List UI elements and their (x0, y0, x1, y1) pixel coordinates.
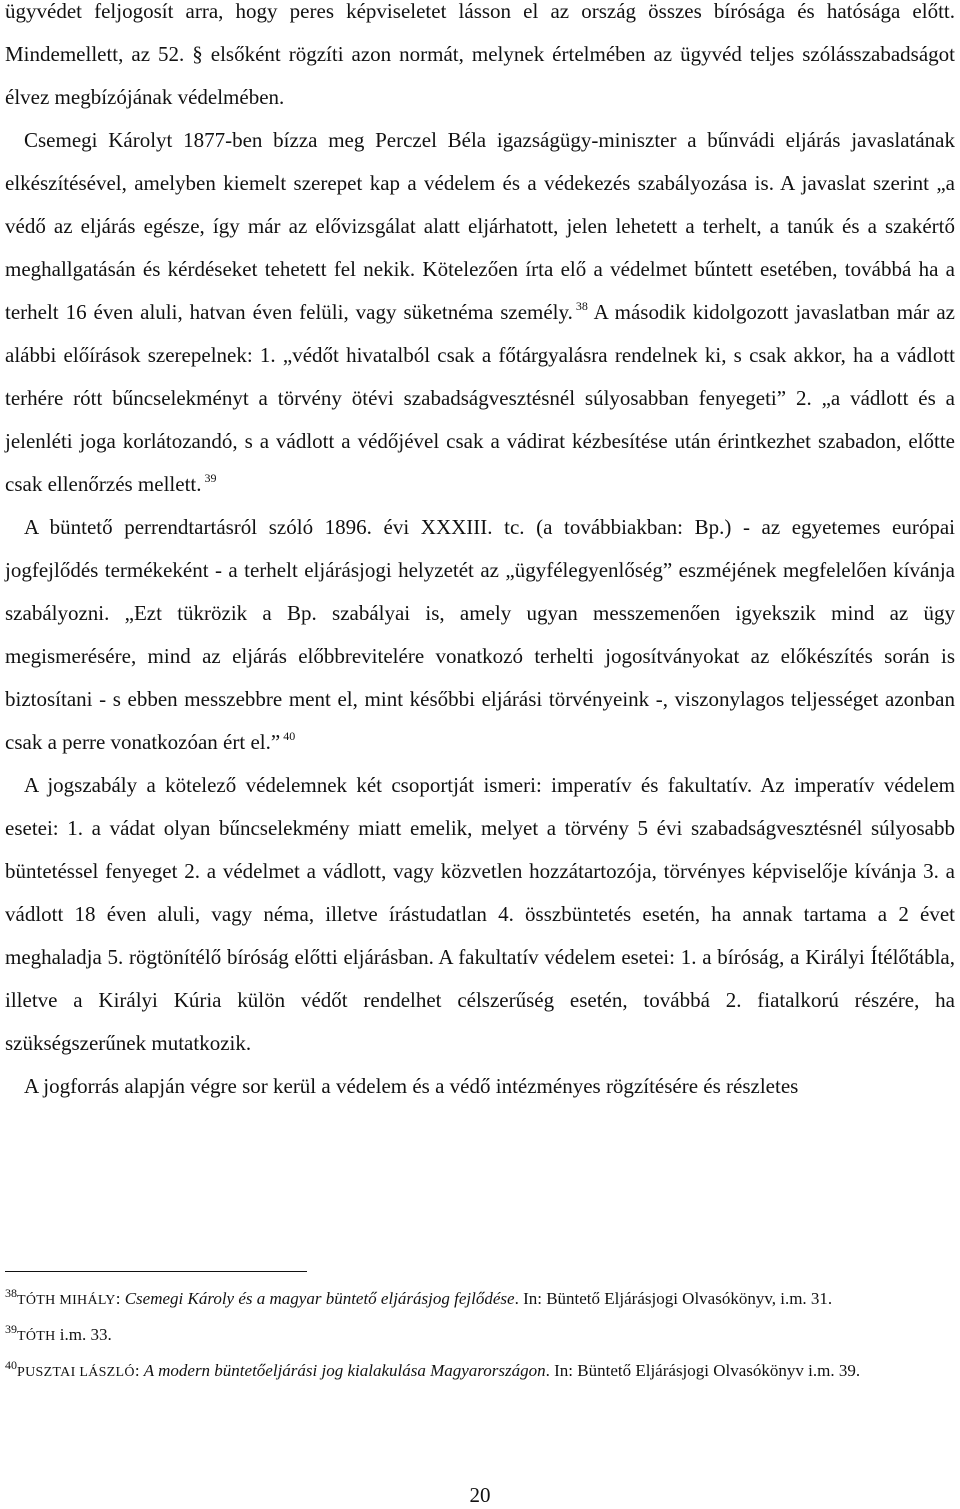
paragraph-mandatory-defence: A jogszabály a kötelező védelemnek két csoportját ismeri: imperatív és fakultatív. Az imperatív védelem esetei: 1. a vádat olyan bűncselekmény miatt emelik, melyet a törvény 5 évi szabadságvesztésnél súlyosabb büntetéssel fenyeget 2. a védelmet a vádlott, vagy közvetlen hozzátartozója, törvényes képviselője kívánja 3. a vádlott 18 éven aluli, vagy néma, illetve írástudatlan 4. összbüntetés esetén, ha annak tartama a 2 évet meghaladja 5. rögtönítélő bíróság előtti eljárásban. A fakultatív védelem esetei: 1. a bíróság, a Királyi Ítélőtábla, illetve a Királyi Kúria külön védőt rendelhet célszerűség esetén, továbbá 2. fiatalkorú részére, ha szükségszerűnek mutatkozik. (5, 773, 955, 1055)
footnote-ref-40[interactable]: 40 (283, 729, 296, 743)
footnote-author: TÓTH MIHÁLY (17, 1293, 116, 1308)
footnote-author: PUSZTAI LÁSZLÓ (17, 1365, 135, 1380)
body-text (5, 0, 955, 1108)
footnote-title: A modern büntetőeljárási jog kialakulása Magyarországon (143, 1361, 546, 1380)
page-number: 20 (469, 1483, 491, 1507)
footnote-author: TÓTH (17, 1329, 56, 1344)
footnote-38: $^{38}$TÓTH MIHÁLY: Csemegi Károly és a magyar büntető eljárásjog fejlődése. In: Büntető Eljárásjogi Olvasókönyv, i.m. 31. (5, 1286, 833, 1308)
paragraph-final: A jogforrás alapján végre sor kerül a védelem és a védő intézményes rögzítésére és részletes (24, 1074, 799, 1098)
footnotes (5, 1287, 955, 1395)
footnote-39: $^{39}$TÓTH i.m. 33. (5, 1322, 112, 1344)
footnote-title: Csemegi Károly és a magyar büntető eljárásjog fejlődése (124, 1289, 515, 1308)
footnote-40: $^{40}$PUSZTAI LÁSZLÓ: A modern büntetőeljárási jog kialakulása Magyarországon. In: Büntető Eljárásjogi Olvasókönyv i.m. 39. (5, 1358, 861, 1380)
paragraph-csemegi: Csemegi Károlyt 1877-ben bízza meg Perczel Béla igazságügy-miniszter a bűnvádi eljárás javaslatának elkészítésével, amelyben kiemelt szerepet kap a védelem és a védekezés szabályozása is. A javaslat szerint „a védő az eljárás egésze, így már az elővizsgálat alatt eljárhatott, jelen lehetett a terhelt, a tanúk és a szakértő meghallgatásán és kérdéseket tehetett fel nekik. Kötelezően írta elő a védelmet bűntett esetében, továbbá ha a terhelt 16 éven aluli, hatvan éven felüli, vagy süketnéma személy. $^{38}$ A második kidolgozott javaslatban már az alábbi előírások szerepelnek: 1. „védőt hivatalból csak a főtárgyalásra rendelnek ki, s csak akkor, ha a vádlott terhére rótt bűncselekményt a törvény ötévi szabadságvesztésnél súlyosabban fenyegeti” 2. „a vádlott és a jelenléti joga korlátozandó, s a vádlott a védőjével csak a vádirat kézbesítése után érintkezhet szabadon, előtte csak ellenőrzés mellett. $^{39}$ (5, 128, 955, 496)
footnote-separator (5, 1271, 307, 1272)
footnote-ref-39[interactable]: 39 (204, 471, 217, 485)
footnote-ref-38[interactable]: 38 (575, 299, 588, 313)
paragraph-bp: A büntető perrendtartásról szóló 1896. évi XXXIII. tc. (a továbbiakban: Bp.) - az egyetemes európai jogfejlődés termékeként - a terhelt eljárásjogi helyzetét az „ügyfélegyenlőség” eszméjének megfelelően kívánja szabályozni. „Ezt tükrözik a Bp. szabályai is, amely ugyan messzemenően igyekszik mind az ügy megismerésére, mind az eljárás előbbrevitelére vonatkozó terhelti jogosítványokat az előkészítés során is biztosítani - s ebben messzebbre ment el, mint későbbi eljárási törvényeink -, viszonylagos teljességet azonban csak a perre vonatkozóan ért el.” $^{40}$ (5, 515, 955, 754)
paragraph-continued: ügyvédet feljogosít arra, hogy peres képviseletet lásson el az ország összes bírósága és hatósága előtt. Mindemellett, az 52. § elsőként rögzíti azon normát, melynek értelmében az ügyvéd teljes szólásszabadságot élvez megbízójának védelmében. (5, 0, 955, 109)
